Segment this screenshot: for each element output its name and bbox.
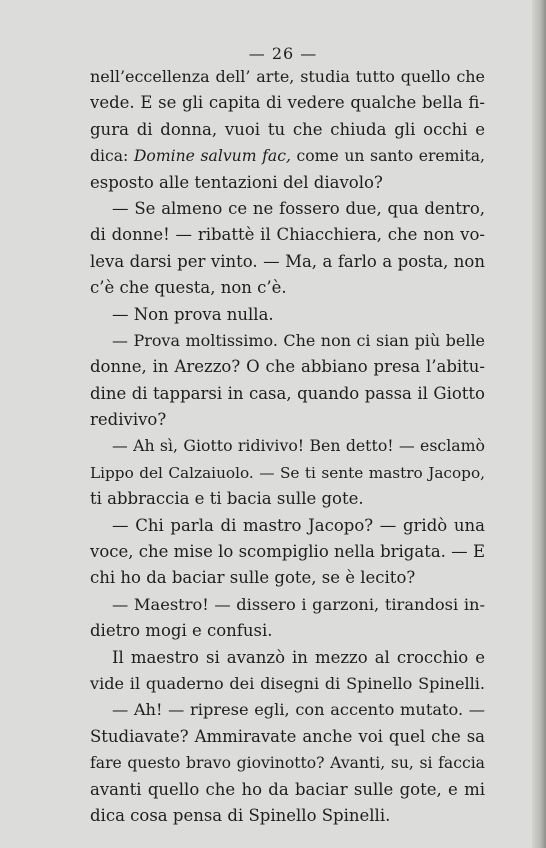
text-line: vede. E se gli capita di vedere qualche bella fi- bbox=[90, 93, 485, 113]
text-line: — Maestro! — dissero i garzoni, tirandosi in- bbox=[112, 594, 485, 614]
text-line: gura di donna, vuoi tu che chiuda gli occhi e bbox=[90, 119, 485, 139]
text-line: dine di tapparsi in casa, quando passa il Giotto bbox=[90, 383, 485, 403]
text-line: fare questo bravo giovinotto? Avanti, su, si faccia bbox=[90, 754, 485, 773]
text-line: esposto alle tentazioni del diavolo? bbox=[90, 172, 383, 192]
text-line: dica: Domine salvum fac, come un santo eremita, bbox=[90, 147, 485, 166]
text-line: — Se almeno ce ne fossero due, qua dentro, bbox=[112, 198, 485, 218]
text-line: — Non prova nulla. bbox=[112, 304, 274, 324]
text-line: Studiavate? Ammiravate anche voi quel che sa bbox=[90, 726, 485, 746]
text-line: — Chi parla di mastro Jacopo? — gridò una bbox=[112, 515, 485, 535]
text-line: chi ho da baciar sulle gote, se è lecito? bbox=[90, 568, 416, 588]
text-line: dica cosa pensa di Spinello Spinelli. bbox=[90, 805, 391, 825]
page-spine-shadow bbox=[532, 0, 546, 848]
text-line: — Ah sì, Giotto ridivivo! Ben detto! — esclamò bbox=[112, 436, 485, 456]
text-line: dietro mogi e confusi. bbox=[90, 621, 273, 641]
page-number: — 26 — bbox=[248, 44, 318, 63]
body-text bbox=[90, 64, 485, 829]
text-line: c’è che questa, non c’è. bbox=[90, 278, 287, 298]
text-line: redivivo? bbox=[90, 410, 167, 430]
text-line: — Prova moltissimo. Che non ci sian più belle bbox=[112, 330, 485, 350]
text-line: Il maestro si avanzò in mezzo al crocchio e bbox=[112, 647, 485, 667]
text-line: donne, in Arezzo? O che abbiano presa l’abitu- bbox=[90, 357, 485, 377]
text-line: Lippo del Calzaiuolo. — Se ti sente mastro Jacopo, bbox=[90, 463, 485, 482]
text-line: di donne! — ribattè il Chiacchiera, che non vo- bbox=[90, 225, 485, 245]
text-line: — Ah! — riprese egli, con accento mutato. — bbox=[112, 700, 485, 720]
text-line: voce, che mise lo scompiglio nella brigata. — E bbox=[90, 542, 485, 562]
latin-phrase: Domine salvum fac, bbox=[133, 147, 291, 166]
text-line: vide il quaderno dei disegni di Spinello Spinelli. bbox=[90, 673, 485, 693]
text-line: leva darsi per vinto. — Ma, a farlo a posta, non bbox=[90, 251, 485, 271]
text-line: nell’eccellenza dell’ arte, studia tutto quello che bbox=[90, 67, 485, 86]
text-line: ti abbraccia e ti bacia sulle gote. bbox=[90, 489, 364, 509]
text-line: avanti quello che ho da baciar sulle gote, e mi bbox=[90, 779, 485, 799]
